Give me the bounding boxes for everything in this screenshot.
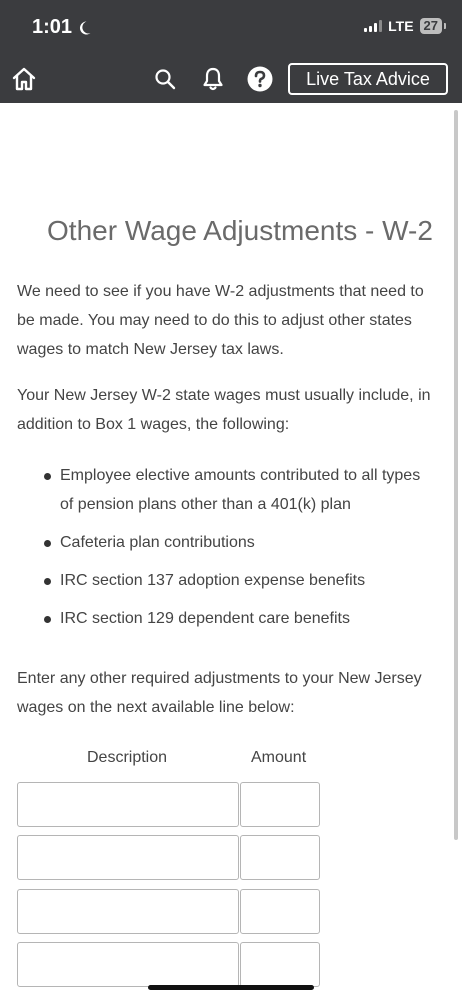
home-icon[interactable] [10,65,38,93]
amount-input[interactable] [240,782,320,827]
help-icon[interactable] [246,65,274,93]
instructions-paragraph: Enter any other required adjustments to your New Jersey wages on the next available line below: [17,670,422,716]
signal-icon [364,20,382,32]
list-item: Employee elective amounts contributed to all types of pension plans other than a 401(k) plan [44,461,434,519]
amount-column-header: Amount [251,749,307,766]
adjustment-row [17,835,321,880]
bell-icon[interactable] [199,65,227,93]
battery-icon: 27 [420,18,442,34]
description-input[interactable] [17,782,239,827]
amount-input[interactable] [240,942,320,987]
page-title: Other Wage Adjustments - W-2 [47,215,433,246]
home-indicator[interactable] [148,985,314,990]
adjustment-row [17,942,321,987]
list-item: Cafeteria plan contributions [44,528,434,557]
wages-paragraph: Your New Jersey W-2 state wages must usually include, in addition to Box 1 wages, the following: [17,387,431,433]
status-time [32,16,92,39]
clock-text: 1:01 [32,16,73,38]
description-column-header: Description [87,749,168,766]
description-input[interactable] [17,835,239,880]
status-bar [0,0,462,55]
amount-input[interactable] [240,889,320,934]
search-icon[interactable] [151,65,179,93]
status-indicators [364,18,442,34]
network-label: LTE [388,18,414,34]
wage-items-list [44,461,434,642]
live-tax-advice-button[interactable]: Live Tax Advice [288,63,448,95]
intro-paragraph: We need to see if you have W-2 adjustments that need to be made. You may need to do this to adjust other states wages to match New Jersey tax laws. [17,283,424,358]
amount-input[interactable] [240,835,320,880]
description-input[interactable] [17,942,239,987]
moon-icon [76,20,92,36]
list-item: IRC section 129 dependent care benefits [44,604,434,633]
adjustment-row [17,782,321,827]
top-nav-bar [0,55,462,103]
description-input[interactable] [17,889,239,934]
list-item: IRC section 137 adoption expense benefits [44,566,434,595]
adjustment-row [17,889,321,934]
